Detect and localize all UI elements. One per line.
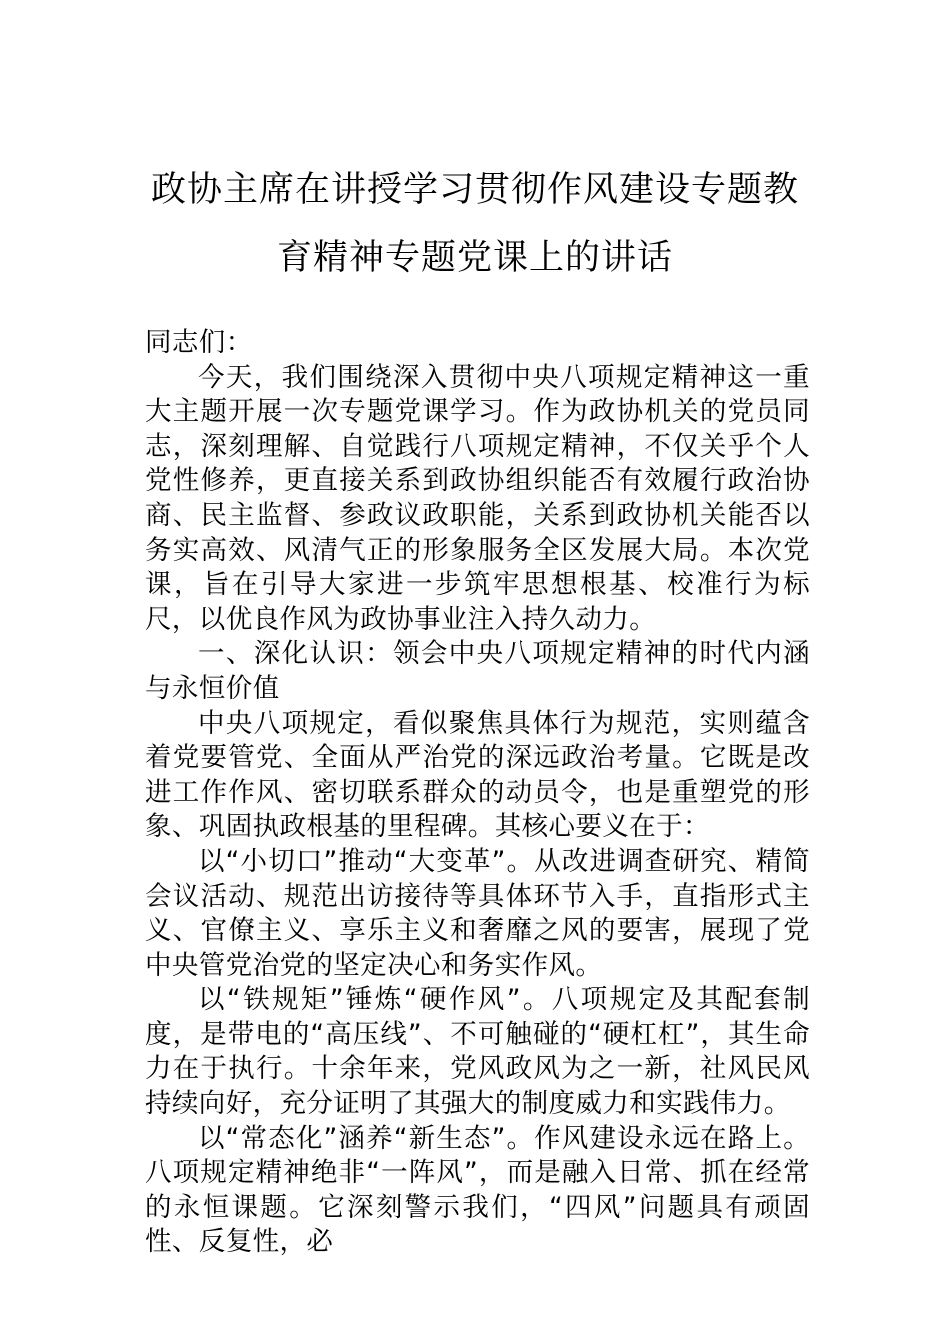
paragraph-normalization: 以“常态化”涵养“新生态”。作风建设永远在路上。八项规定精神绝非“一阵风”，而是融入日常、抓在经常的永恒课题。它深刻警示我们，“四风”问题具有顽固性、反复性，必 <box>145 1122 810 1258</box>
document-title-line-2: 育精神专题党课上的讲话 <box>276 238 673 278</box>
paragraph-intro: 今天，我们围绕深入贯彻中央八项规定精神这一重大主题开展一次专题党课学习。作为政协机关的党员同志，深刻理解、自觉践行八项规定精神，不仅关乎个人党性修养，更直接关系到政协组织能否有效履行政治协商、民主监督、参政议政职能，关系到政协机关能否以务实高效、风清气正的形象服务全区发展大局。本次党课，旨在引导大家进一步筑牢思想根基、校准行为标尺，以优良作风为政协事业注入持久动力。 <box>145 361 810 635</box>
paragraph-core-meaning: 中央八项规定，看似聚焦具体行为规范，实则蕴含着党要管党、全面从严治党的深远政治考量。它既是改进工作作风、密切联系群众的动员令，也是重塑党的形象、巩固执政根基的里程碑。其核心要义在于： <box>145 707 810 843</box>
section-heading-1: 一、深化认识：领会中央八项规定精神的时代内涵与永恒价值 <box>145 638 810 704</box>
document-title-line-1: 政协主席在讲授学习贯彻作风建设专题教 <box>150 170 799 210</box>
paragraph-small-cut: 以“小切口”推动“大变革”。从改进调查研究、精简会议活动、规范出访接待等具体环节入手，直指形式主义、官僚主义、享乐主义和奢靡之风的要害，展现了党中央管党治党的坚定决心和务实作风。 <box>145 845 810 981</box>
document-body <box>145 326 810 1260</box>
paragraph-iron-rules: 以“铁规矩”锤炼“硬作风”。八项规定及其配套制度，是带电的“高压线”、不可触碰的“硬杠杠”，其生命力在于执行。十余年来，党风政风为之一新，社风民风持续向好，充分证明了其强大的制度威力和实践伟力。 <box>145 984 810 1120</box>
salutation: 同志们： <box>145 327 253 358</box>
